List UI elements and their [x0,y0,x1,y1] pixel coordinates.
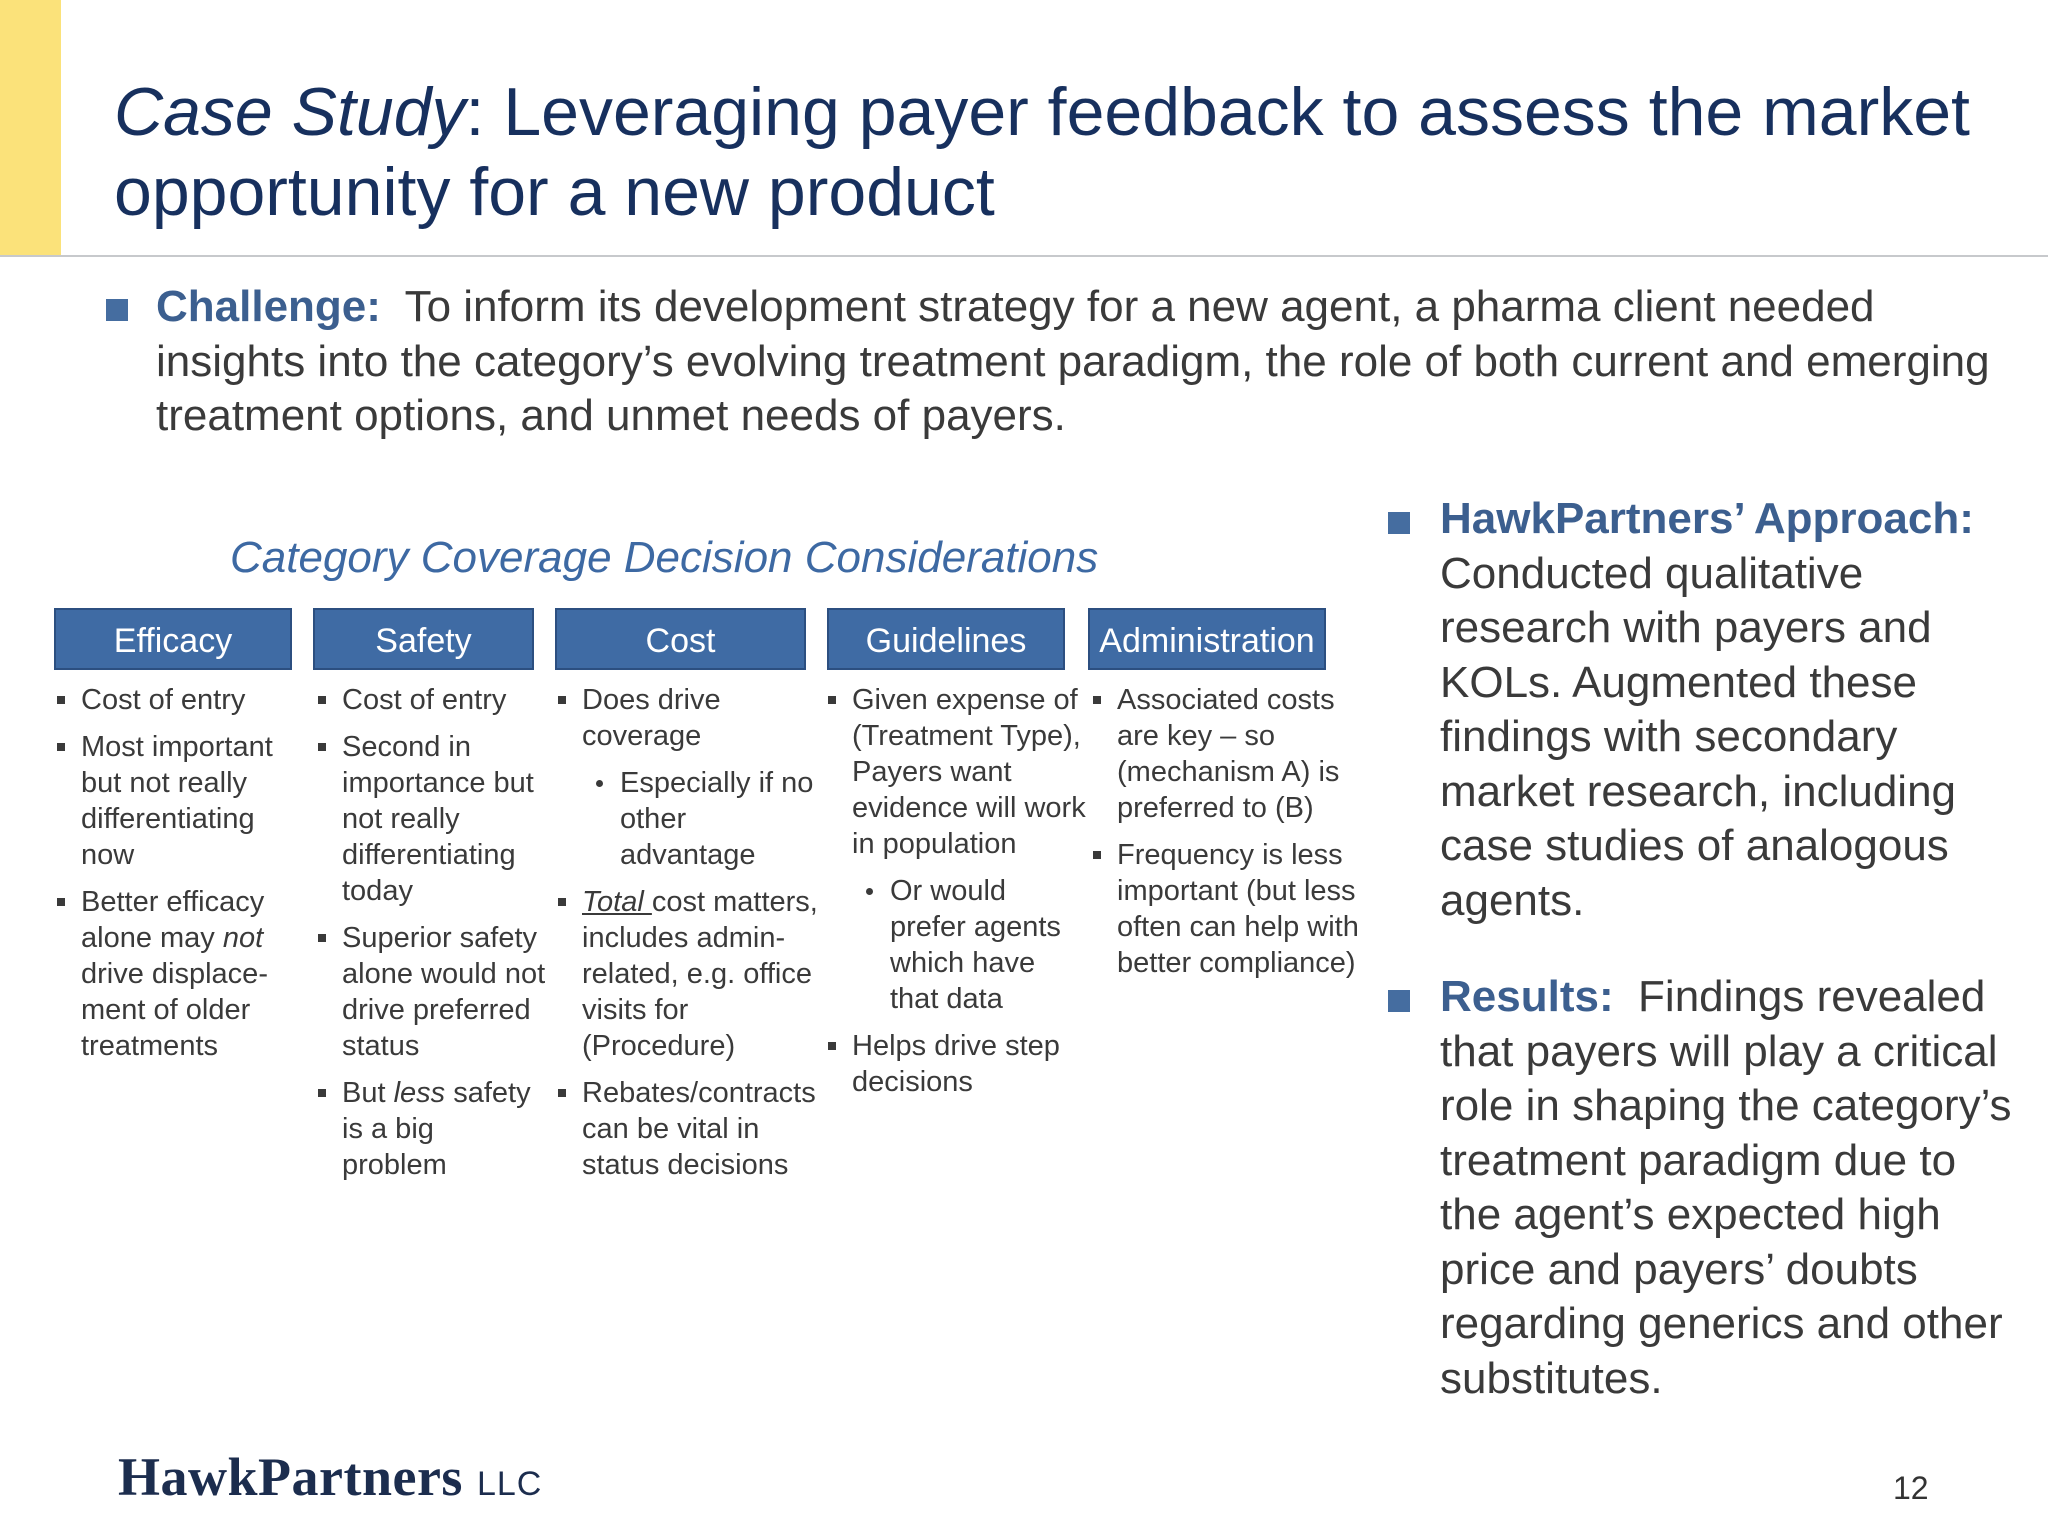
chart-title: Category Coverage Decision Considerations [230,533,1099,582]
guidelines-sub-bullet: Or would prefer agents which have that data [826,873,1086,1017]
company-logo [118,1446,542,1508]
results-label: Results: [1440,972,1614,1021]
title-italic: Case Study [114,74,466,150]
safety-bullet: Second in importance but not really differentiating today [316,729,546,909]
results-text: Findings revealed that payers will play a critical role in shaping the category’s treatment paradigm due to the agent’s expected high price and payers’ doubts regarding generics and other substitutes. [1440,972,2012,1403]
guidelines-bullet: Given expense of (Treatment Type), Payers want evidence will work in population [826,682,1086,862]
approach-section [1388,492,2028,928]
cost-bullet [556,884,828,1064]
cost-bullet: Rebates/contracts can be vital in status decisions [556,1075,828,1183]
guidelines-bullet: Helps drive step decisions [826,1028,1086,1100]
text-run: But [342,1077,394,1109]
text-run: safety is a big problem [342,1077,531,1181]
text-run: Better efficacy alone may [81,886,265,954]
column-administration [1091,682,1361,992]
header-cost: Cost [555,608,806,670]
text-run: drive displace-ment of older treatments [81,958,268,1062]
header-guidelines: Guidelines [827,608,1065,670]
title-text: : Leveraging payer feedback to assess the market opportunity for a new product [114,74,1970,230]
approach-text: Conducted qualitative research with payers and KOLs. Augmented these findings with secondary market research, including case studies of analogous agents. [1440,548,1957,925]
efficacy-bullet: Most important but not really differentiating now [55,729,293,873]
square-bullet-icon [1388,512,1410,534]
title-divider [0,255,2048,257]
emphasis-text: not [222,922,264,954]
safety-bullet: Cost of entry [316,682,546,718]
emphasis-text: Total [582,886,652,918]
slide-title [114,72,1994,232]
accent-bar [0,0,61,256]
logo-suffix: LLC [476,1465,543,1503]
logo-name: HawkPartners [118,1447,463,1507]
safety-bullet [316,1075,546,1183]
column-cost [556,682,828,1194]
cost-bullet: Does drive coverage [556,682,828,754]
page-number: 12 [1893,1470,1929,1506]
safety-bullet: Superior safety alone would not drive preferred status [316,920,546,1064]
header-efficacy: Efficacy [54,608,292,670]
square-bullet-icon [1388,990,1410,1012]
header-administration: Administration [1088,608,1326,670]
column-efficacy [55,682,293,1075]
column-safety [316,682,546,1194]
challenge-section [106,280,2006,444]
approach-label: HawkPartners’ Approach: [1440,494,1974,543]
challenge-label: Challenge: [156,282,381,331]
efficacy-bullet [55,884,293,1064]
results-section [1388,970,2028,1406]
column-guidelines [826,682,1086,1111]
text-run: cost matters, includes admin-related, e.g. office visits for (Procedure) [582,886,818,1062]
administration-bullet: Associated costs are key – so (mechanism A) is preferred to (B) [1091,682,1361,826]
square-bullet-icon [106,299,128,321]
administration-bullet: Frequency is less important (but less often can help with better compliance) [1091,837,1361,981]
cost-sub-bullet: Especially if no other advantage [556,765,828,873]
efficacy-bullet: Cost of entry [55,682,293,718]
header-safety: Safety [313,608,534,670]
emphasis-text: less [393,1077,446,1109]
challenge-text: To inform its development strategy for a new agent, a pharma client needed insights into the category’s evolving treatment paradigm, the role of both current and emerging treatment options, and unmet needs of payers. [156,282,1990,440]
